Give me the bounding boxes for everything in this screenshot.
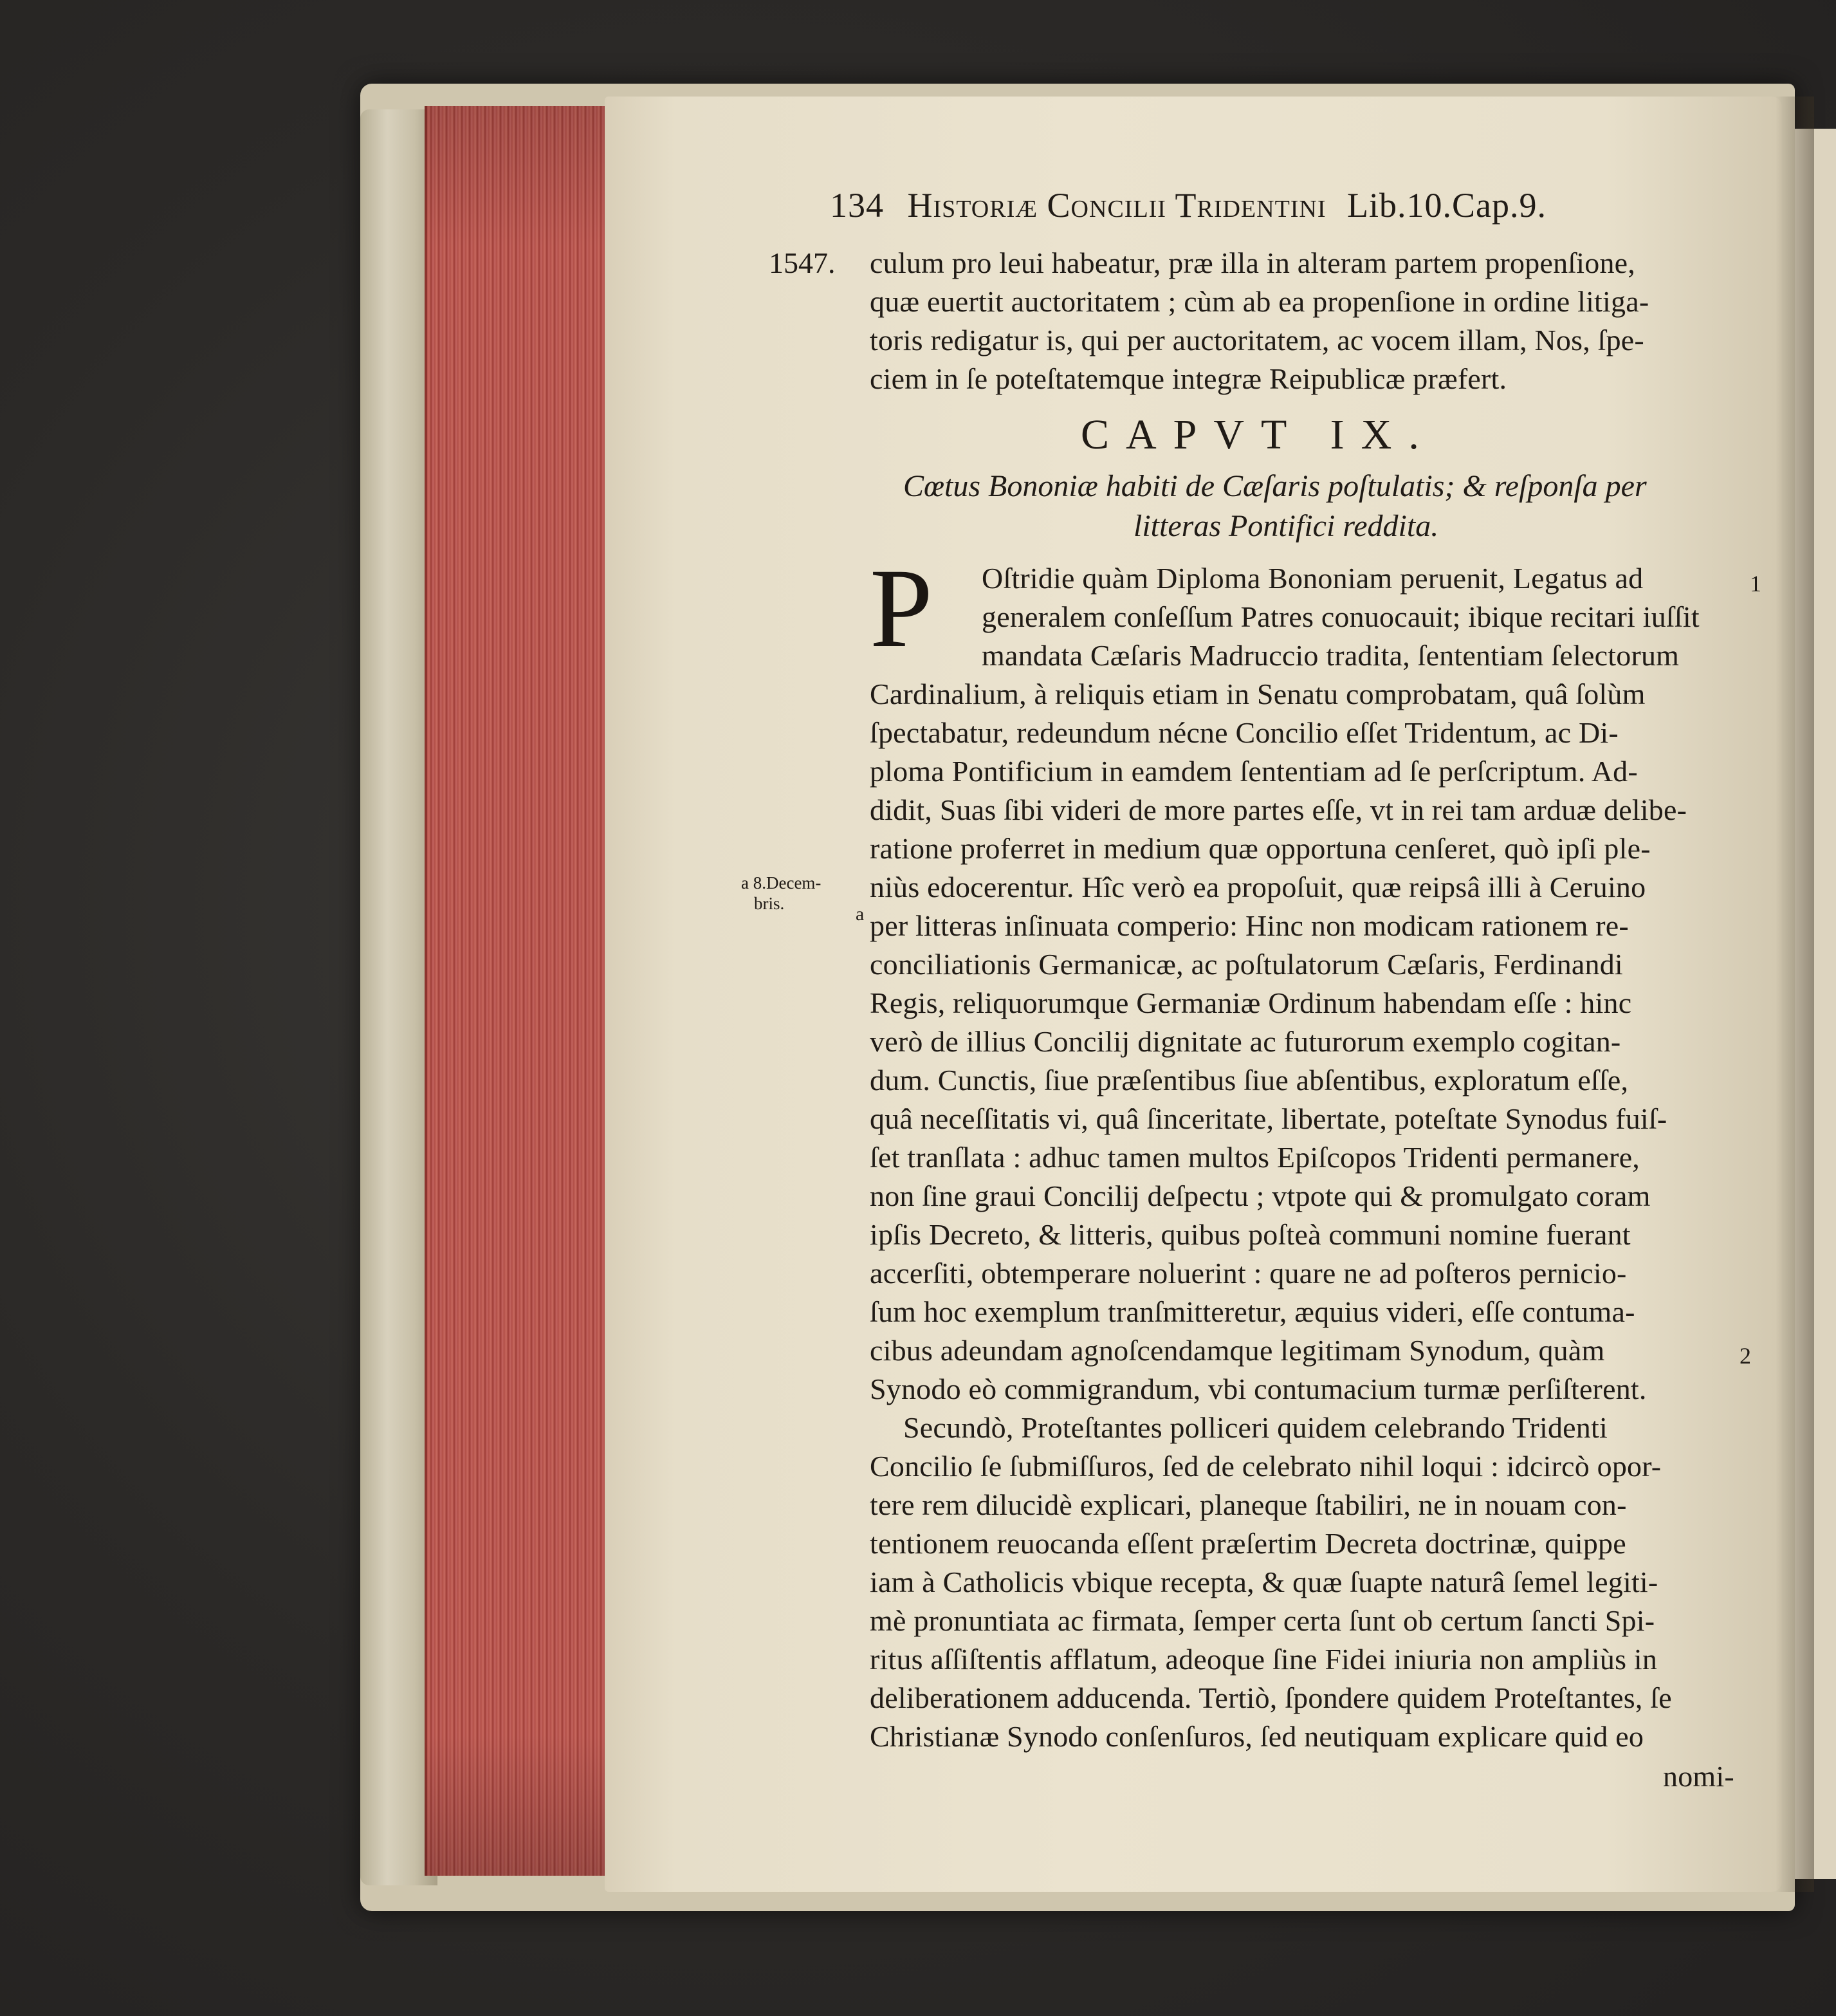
text-line: tere rem dilucidè explicari, planeque ſtabiliri, ne in nouam con- [870,1488,1627,1521]
text-line: mè pronuntiata ac firmata, ſemper certa ſunt ob certum ſancti Spi- [870,1604,1655,1637]
book-chapter-ref: Lib.10.Cap.9. [1347,186,1547,225]
text-line: mandata Cæſaris Madruccio tradita, ſententiam ſelectorum [982,639,1680,672]
text-line: conciliationis Germanicæ, ac poſtulatorum Cæſaris, Ferdinandi [870,948,1623,981]
chapter-title: CAPVT IX. [1081,411,1436,458]
page-number: 134 [830,186,884,225]
margin-note-date-line-1: a 8.Decem- [741,873,822,892]
text-line: ſet tranſlata : adhuc tamen multos Epiſcopos Tridenti permanere, [870,1141,1640,1174]
text-line: toris redigatur is, qui per auctoritatem, ac vocem illam, Nos, ſpe- [870,324,1644,356]
running-title: Historiæ Concilii Tridentini [907,186,1327,225]
text-line: Secundò, Proteſtantes polliceri quidem celebrando Tridenti [903,1411,1608,1444]
text-line: quæ euertit auctoritatem ; cùm ab ea propenſione in ordine litiga- [870,285,1649,318]
text-line: dum. Cunctis, ſiue præſentibus ſiue abſentibus, exploratum eſſe, [870,1064,1629,1096]
text-line: didit, Suas ſibi videri de more partes eſſe, vt in rei tam arduæ delibe- [870,793,1687,826]
footnote-marker: a [856,903,865,925]
text-line: iam à Catholicis vbique recepta, & quæ ſuapte naturâ ſemel legiti- [870,1566,1658,1598]
text-line: ploma Pontificium in eamdem ſententiam ad ſe perſcriptum. Ad- [870,755,1638,788]
text-line: Cardinalium, à reliquis etiam in Senatu comprobatam, quâ ſolùm [870,678,1646,710]
text-line: quâ neceſſitatis vi, quâ ſinceritate, libertate, poteſtate Synodus fuiſ- [870,1102,1667,1135]
margin-number-2: 2 [1740,1343,1751,1369]
year-marginal: 1547. [769,246,836,279]
text-line: ratione proferret in medium quæ opportuna cenſeret, quò ipſi ple- [870,832,1651,865]
catchword: nomi- [1663,1760,1734,1793]
margin-number-1: 1 [1750,571,1761,596]
text-line: ipſis Decreto, & litteris, quibus poſteà communi nomine fuerant [870,1218,1631,1251]
text-line: Synodo eò commigrandum, vbi contumacium turmæ perſiſterent. [870,1373,1647,1405]
gutter-shadow [1776,97,1814,1892]
text-line: ritus aſſiſtentis afflatum, adeoque ſine Fidei iniuria non ampliùs in [870,1643,1658,1676]
text-line: accerſiti, obtemperare noluerint : quare ne ad poſteros pernicio- [870,1257,1627,1290]
text-line: tentionem reuocanda eſſent præſertim Decreta doctrinæ, quippe [870,1527,1626,1560]
text-line: verò de illius Concilij dignitate ac futurorum exemplo cogitan- [870,1025,1621,1058]
text-line: ſpectabatur, redeundum nécne Concilio eſſet Tridentum, ac Di- [870,716,1619,749]
page-edge-shading [425,106,605,1876]
chapter-subtitle-line-1: Cœtus Bononiæ habiti de Cæſaris poſtulatis; & reſponſa per [903,469,1647,503]
text-line: culum pro leui habeatur, præ illa in alteram partem propenſione, [870,246,1635,279]
text-line: cibus adeundam agnoſcendamque legitimam Synodum, quàm [870,1334,1605,1367]
margin-note-date-line-2: bris. [754,894,785,913]
text-line: per litteras inſinuata comperio: Hinc non modicam rationem re- [870,909,1629,942]
drop-cap: P [870,546,933,671]
text-line: ciem in ſe poteſtatemque integræ Reipublicæ præfert. [870,362,1507,395]
text-line: Concilio ſe ſubmiſſuros, ſed de celebrato nihil loqui : idcircò opor- [870,1450,1662,1483]
text-line: Oſtridie quàm Diploma Bononiam peruenit, Legatus ad [982,562,1644,595]
text-line: Regis, reliquorumque Germaniæ Ordinum habendam eſſe : hinc [870,986,1632,1019]
running-header [830,185,1547,225]
text-line: deliberationem adducenda. Tertiò, ſpondere quidem Proteſtantes, ſe [870,1681,1672,1714]
chapter-subtitle-line-2: litteras Pontifici reddita. [1134,509,1439,543]
text-line: Christianæ Synodo conſenſuros, ſed neutiquam explicare quid eo [870,1720,1644,1753]
text-line: generalem conſeſſum Patres conuocauit; ibique recitari iuſſit [982,600,1700,633]
text-line: non ſine graui Concilij deſpectu ; vtpote qui & promulgato coram [870,1179,1651,1212]
text-line: niùs edocerentur. Hîc verò ea propoſuit, quæ reipsâ illi à Ceruino [870,871,1646,903]
text-line: ſum hoc exemplum tranſmitteretur, æquius videri, eſſe contuma- [870,1295,1635,1328]
